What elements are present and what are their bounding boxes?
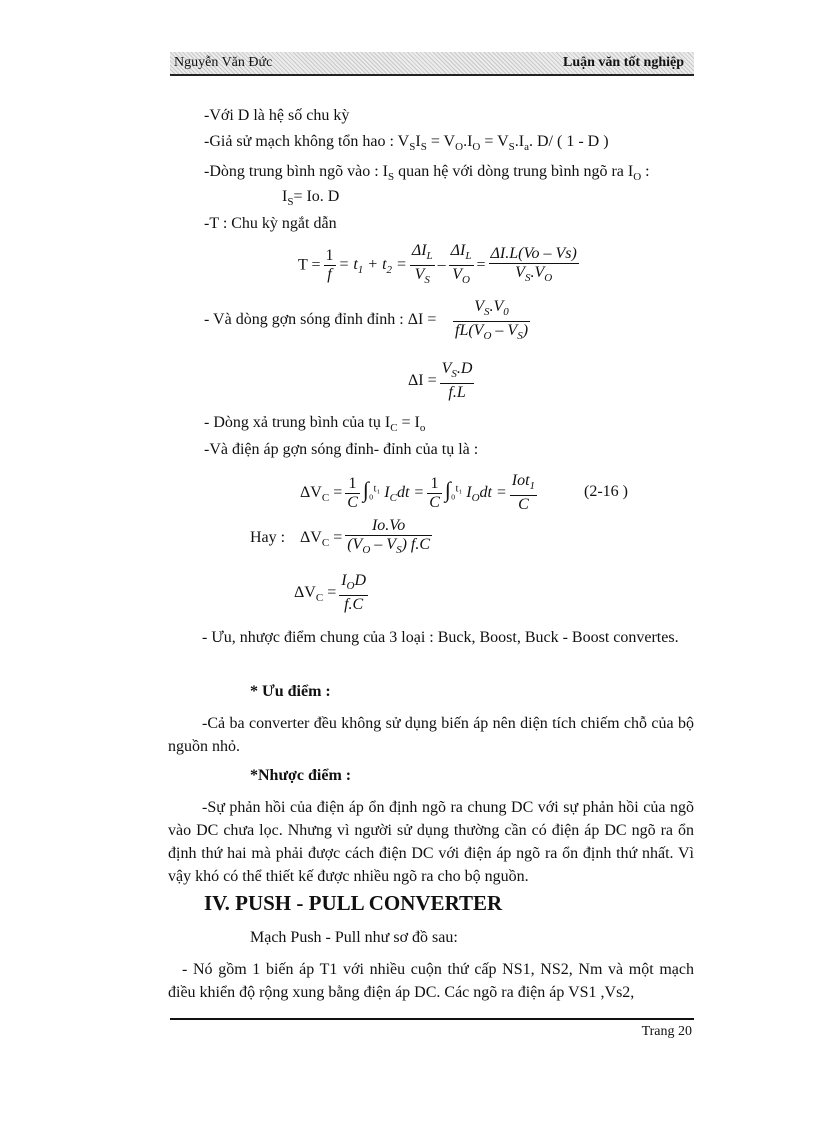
header-title: Luận văn tốt nghiệp <box>563 55 684 70</box>
line-is-eq: $I_S= Io$. D <box>282 188 340 209</box>
heading-disadvantages: *Nhược điểm : <box>250 767 352 784</box>
line-avg-input-text-b: quan hệ với dòng trung bình ngõ ra I <box>394 163 634 180</box>
line-avg-input-current: -Dòng trung bình ngõ vào : $I_S$ quan hệ với dòng trung bình ngõ ra $I_O$ : <box>204 163 650 184</box>
line-lossless: -Giả sử mạch không tổn hao : $V_SI_S = V_O.I_O = V_S.I_a$. D/ ( 1 - D ) <box>204 133 609 154</box>
line-avg-input-text-c: : <box>641 163 650 180</box>
paragraph-advantages: -Cả ba converter đều không sử dụng biến áp nên diện tích chiếm chỗ của bộ nguồn nhỏ. <box>168 715 694 755</box>
equation-number: (2-16 ) <box>584 483 628 500</box>
line-duty-cycle: -Với D là hệ số chu kỳ <box>204 107 350 124</box>
heading-advantages: * Ưu điểm : <box>250 683 331 700</box>
line-cap-ripple: -Và điện áp gợn sóng đỉnh- đỉnh của tụ là : <box>204 441 479 458</box>
paragraph-push-pull-intro: Mạch Push - Pull như sơ đồ sau: <box>250 929 458 946</box>
line-lossless-text: -Giả sử mạch không tổn hao : V <box>204 133 410 150</box>
equation-ripple-2: ΔI = $\frac{V_S.D}{f.L}$ <box>408 360 473 402</box>
section-title: IV. PUSH - PULL CONVERTER <box>204 891 503 915</box>
label-hay: Hay : <box>250 529 286 546</box>
line-cap-discharge: - Dòng xả trung bình của tụ $I_C = I_o$ <box>204 414 426 435</box>
line-cap-discharge-text-b: = I <box>397 414 420 431</box>
line-is-eq-text: = Io. D <box>293 188 340 205</box>
paragraph-pros-cons: - Ưu, nhược điểm chung của 3 loại : Buck, Boost, Buck - Boost convertes. <box>202 629 679 646</box>
header-author: Nguyễn Văn Đức <box>174 55 273 70</box>
page-number: Trang 20 <box>641 1024 692 1039</box>
equation-2-16: $\Delta V_C$ = $\frac{1}{C}$ ∫₀$^{t_1}$ $I_Cdt$ = $\frac{1}{C}$ ∫₀$^{t_1}$ $I_Odt$ = $\frac{Iot_1}{C}$ <box>300 472 536 514</box>
equation-dvc-1: $\Delta V_C$ = $\frac{Io.Vo}{(V_O - V_S) f.C}$ <box>300 517 431 557</box>
equation-period: T = $\frac{1}{f}$ = $t_1 + t_2$ = $\frac{\Delta I_L}{V_S}$ – $\frac{\Delta I_L}{V_O}$ = $\frac{\Delta I.L(Vo - Vs)}{V_S.V_O}$ <box>298 242 577 287</box>
line-period: -T : Chu kỳ ngắt dẫn <box>204 215 337 232</box>
line-ripple <box>204 310 436 330</box>
paragraph-push-pull-desc: - Nó gồm 1 biến áp T1 với nhiều cuộn thứ cấp NS1, NS2, Nm và một mạch điều khiển độ rộng xung bằng điện áp DC. Các ngõ ra điện áp VS1 ,Vs2, <box>168 961 694 1001</box>
line-cap-discharge-text: - Dòng xả trung bình của tụ I <box>204 414 391 431</box>
footer-divider <box>170 1018 694 1020</box>
line-avg-input-text: -Dòng trung bình ngõ vào : I <box>204 163 388 180</box>
page-header <box>170 52 694 76</box>
line-ripple-text: - Và dòng gợn sóng đỉnh đỉnh : ΔI = <box>204 311 437 328</box>
paragraph-disadvantages: -Sự phản hồi của điện áp ổn định ngõ ra chung DC với sự phản hồi của ngõ vào DC chưa lọc. Nhưng vì người sử dụng thường cần có điện áp DC ngõ ra ổn định thứ hai mà phải được cách điện DC với điện áp ngõ ra ổn định thứ nhất. Vì vậy khó có thể thiết kế được nhiều ngõ ra cho bộ nguồn. <box>168 799 694 885</box>
equation-ripple-1: $\frac{V_S.V_0}{fL(V_O - V_S)}$ <box>455 298 529 343</box>
equation-dvc-2: $\Delta V_C$ = $\frac{I_OD}{f.C}$ <box>294 572 367 614</box>
